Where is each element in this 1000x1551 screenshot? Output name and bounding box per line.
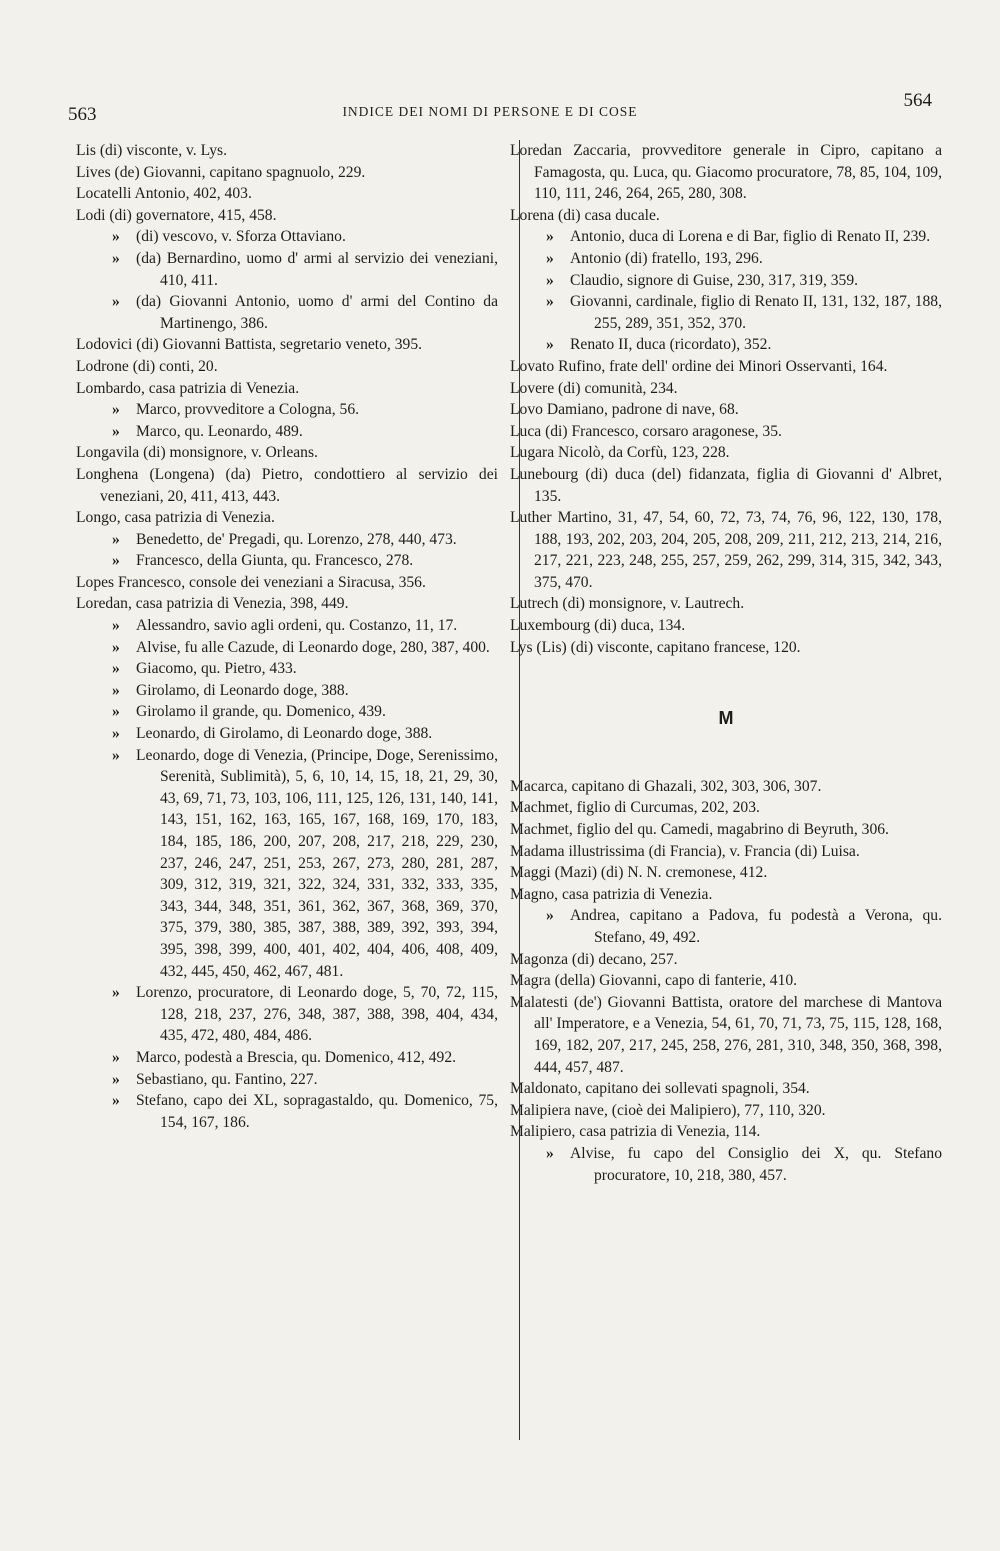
index-subentry: » Antonio, duca di Lorena e di Bar, figlio di Renato II, 239. [510,226,942,248]
index-subentry: » Francesco, della Giunta, qu. Francesco, 278. [76,550,498,572]
index-entry: Lorena (di) casa ducale. [510,206,660,224]
right-column [510,140,942,1186]
index-entry: Lombardo, casa patrizia di Venezia. [76,379,300,397]
index-entry: Magonza (di) decano, 257. [510,950,678,968]
index-entry: Macarca, capitano di Ghazali, 302, 303, 306, 307. [510,777,822,795]
index-subentry: » Stefano, capo dei XL, sopragastaldo, qu. Domenico, 75, 154, 167, 186. [76,1090,498,1133]
index-subentry: » Leonardo, doge di Venezia, (Principe, Doge, Serenissimo, Serenità, Sublimità), 5, 6, 10, 14, 15, 18, 21, 29, 30, 43, 69, 71, 73, 103, 106, 111, 125, 126, 131, 140, 141, 143, 151, 162, 163, 165, 167, 168, 169, 170, 183, 184, 185, 186, 200, 207, 208, 217, 218, 229, 230, 237, 246, 247, 251, 253, 267, 273, 280, 281, 287, 309, 312, 319, 321, 322, 324, 331, 332, 333, 335, 343, 344, 348, 351, 361, 362, 367, 368, 369, 370, 375, 379, 380, 385, 387, 388, 389, 392, 393, 394, 395, 398, 399, 400, 401, 402, 404, 406, 408, 409, 432, 445, 450, 462, 467, 481. [76,745,498,983]
index-entry: Loredan Zaccaria, provveditore generale in Cipro, capitano a Famagosta, qu. Luca, qu. Giacomo procuratore, 78, 85, 104, 109, 110, 111, 246, 264, 265, 280, 308. [510,142,942,203]
index-entry: Malipiero, casa patrizia di Venezia, 114. [510,1123,761,1141]
running-title: INDICE DEI NOMI DI PERSONE E DI COSE [342,104,638,119]
index-subentry: » Renato II, duca (ricordato), 352. [510,334,942,356]
index-entry: Malatesti (de') Giovanni Battista, oratore del marchese di Mantova all' Imperatore, e a Venezia, 54, 61, 70, 71, 73, 75, 115, 128, 168, 169, 182, 207, 217, 245, 258, 276, 281, 310, 348, 350, 368, 398, 444, 457, 487. [510,993,942,1076]
index-subentry: » Alessandro, savio agli ordeni, qu. Costanzo, 11, 17. [76,615,498,637]
index-entry: Lodovici (di) Giovanni Battista, segretario veneto, 395. [76,336,423,354]
index-subentry: » Marco, podestà a Brescia, qu. Domenico, 412, 492. [76,1047,498,1069]
index-entry: Loredan, casa patrizia di Venezia, 398, 449. [76,595,349,613]
index-entry: Lodrone (di) conti, 20. [76,357,218,375]
index-subentry: » Marco, qu. Leonardo, 489. [76,421,498,443]
index-subentry: » Giovanni, cardinale, figlio di Renato II, 131, 132, 187, 188, 255, 289, 351, 352, 370. [510,291,942,334]
index-subentry: » Benedetto, de' Pregadi, qu. Lorenzo, 278, 440, 473. [76,529,498,551]
page-number-left: 563 [68,104,97,125]
index-entry: Luxembourg (di) duca, 134. [510,617,686,635]
index-entry: Lodi (di) governatore, 415, 458. [76,206,277,224]
index-subentry: » Claudio, signore di Guise, 230, 317, 319, 359. [510,270,942,292]
index-subentry: » Alvise, fu alle Cazude, di Leonardo doge, 280, 387, 400. [76,637,498,659]
index-subentry: » Leonardo, di Girolamo, di Leonardo doge, 388. [76,723,498,745]
index-subentry: » Lorenzo, procuratore, di Leonardo doge, 5, 70, 72, 115, 128, 218, 237, 276, 348, 387, 388, 398, 404, 434, 435, 472, 480, 484, 486. [76,982,498,1047]
index-subentry: » Andrea, capitano a Padova, fu podestà a Verona, qu. Stefano, 49, 492. [510,905,942,948]
index-entry: Lis (di) visconte, v. Lys. [76,142,228,159]
index-subentry: » Sebastiano, qu. Fantino, 227. [76,1069,498,1091]
index-subentry: » Alvise, fu capo del Consiglio dei X, qu. Stefano procuratore, 10, 218, 380, 457. [510,1143,942,1186]
index-entry: Lys (Lis) (di) visconte, capitano francese, 120. [510,638,801,656]
index-entry: Lovato Rufino, frate dell' ordine dei Minori Osservanti, 164. [510,357,888,375]
left-column [76,140,498,1133]
page-number-right: 564 [903,90,932,111]
index-entry: Lopes Francesco, console dei veneziani a Siracusa, 356. [76,573,426,591]
index-entry: Lovere (di) comunità, 234. [510,379,678,397]
index-subentry: » (di) vescovo, v. Sforza Ottaviano. [76,226,498,248]
index-entry: Longhena (Longena) (da) Pietro, condottiero al servizio dei veneziani, 20, 411, 413, 443. [76,465,498,505]
index-subentry: » Girolamo il grande, qu. Domenico, 439. [76,701,498,723]
index-subentry: » Girolamo, di Leonardo doge, 388. [76,680,498,702]
index-entry: Longo, casa patrizia di Venezia. [76,509,275,527]
index-entry: Machmet, figlio di Curcumas, 202, 203. [510,799,760,817]
index-entry: Lovo Damiano, padrone di nave, 68. [510,401,739,419]
index-entry: Lives (de) Giovanni, capitano spagnuolo, 229. [76,163,366,181]
index-subentry: » Marco, provveditore a Cologna, 56. [76,399,498,421]
index-entry: Madama illustrissima (di Francia), v. Francia (di) Luisa. [510,842,860,860]
index-entry: Lutrech (di) monsignore, v. Lautrech. [510,595,745,613]
index-entry: Luca (di) Francesco, corsaro aragonese, 35. [510,422,782,440]
index-subentry: » (da) Giovanni Antonio, uomo d' armi del Contino da Martinengo, 386. [76,291,498,334]
index-entry: Maldonato, capitano dei sollevati spagnoli, 354. [510,1080,810,1098]
index-entry: Magra (della) Giovanni, capo di fanterie, 410. [510,972,798,990]
index-subentry: » Antonio (di) fratello, 193, 296. [510,248,942,270]
index-entry: Maggi (Mazi) (di) N. N. cremonese, 412. [510,864,768,882]
index-entry: Lugara Nicolò, da Corfù, 123, 228. [510,444,730,462]
index-entry: Magno, casa patrizia di Venezia. [510,885,713,903]
section-letter: M [718,708,734,729]
index-entry: Luther Martino, 31, 47, 54, 60, 72, 73, 74, 76, 96, 122, 130, 178, 188, 193, 202, 203, 204, 205, 208, 209, 211, 212, 213, 214, 216, 217, 221, 223, 248, 255, 257, 259, 262, 299, 314, 315, 342, 343, 375, 470. [510,509,942,591]
index-entry: Malipiera nave, (cioè dei Malipiero), 77, 110, 320. [510,1101,826,1119]
index-subentry: » Giacomo, qu. Pietro, 433. [76,658,498,680]
index-entry: Locatelli Antonio, 402, 403. [76,185,252,203]
index-entry: Longavila (di) monsignore, v. Orleans. [76,444,318,462]
index-subentry: » (da) Bernardino, uomo d' armi al servizio dei veneziani, 410, 411. [76,248,498,291]
index-entry: Machmet, figlio del qu. Camedi, magabrino di Beyruth, 306. [510,821,889,839]
index-entry: Lunebourg (di) duca (del) fidanzata, figlia di Giovanni d' Albret, 135. [510,465,942,505]
